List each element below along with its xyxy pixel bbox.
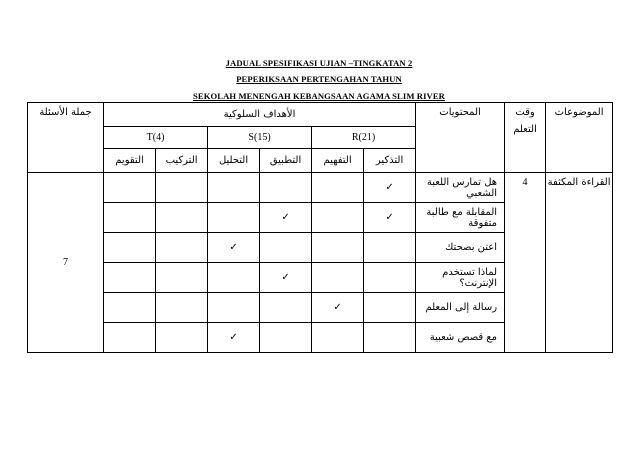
document-title: JADUAL SPESIFIKASI UJIAN –TINGKATAN 2 (225, 58, 413, 68)
level-application: التطبيق (260, 149, 312, 173)
check-mark-icon: ✓ (208, 233, 260, 263)
empty-cell (156, 173, 208, 203)
topic-cell: القراءة المكثفة (546, 173, 613, 353)
exam-name: PEPERIKSAAN PERTENGAHAN TAHUN (236, 74, 402, 84)
content-cell: لماذا تستخدم الإنترنت؟ (416, 263, 505, 293)
content-cell: رسالة إلى المعلم (416, 293, 505, 323)
empty-cell (104, 173, 156, 203)
empty-cell (312, 323, 364, 353)
empty-cell (364, 263, 416, 293)
table-row (28, 173, 613, 203)
empty-cell (260, 173, 312, 203)
group-r-header: R(21) (312, 127, 416, 149)
empty-cell (312, 233, 364, 263)
time-header (505, 103, 546, 173)
total-header: جملة الأسئلة (28, 103, 104, 173)
empty-cell (364, 233, 416, 263)
content-cell: مع قصص شعبية (416, 323, 505, 353)
empty-cell (260, 323, 312, 353)
empty-cell (156, 263, 208, 293)
level-understanding: التفهيم (312, 149, 364, 173)
empty-cell (156, 203, 208, 233)
check-mark-icon: ✓ (260, 263, 312, 293)
content-cell: هل تمارس اللعبة الشعبي (416, 173, 505, 203)
empty-cell (260, 293, 312, 323)
empty-cell (104, 263, 156, 293)
empty-cell (208, 263, 260, 293)
topics-header: الموضوعات (546, 103, 613, 173)
level-analysis: التحليل (208, 149, 260, 173)
empty-cell (208, 203, 260, 233)
check-mark-icon: ✓ (260, 203, 312, 233)
level-remembering: التذكير (364, 149, 416, 173)
school-name: SEKOLAH MENENGAH KEBANGSAAN AGAMA SLIM RIVER (193, 91, 445, 101)
objectives-header: الأهداف السلوكية (104, 103, 416, 127)
empty-cell (260, 233, 312, 263)
empty-cell (104, 233, 156, 263)
check-mark-icon: ✓ (312, 293, 364, 323)
empty-cell (208, 173, 260, 203)
content-header: المحتويات (416, 103, 505, 173)
group-t-header: T(4) (104, 127, 208, 149)
empty-cell (312, 263, 364, 293)
empty-cell (104, 323, 156, 353)
check-mark-icon: ✓ (364, 173, 416, 203)
total-cell: 7 (28, 173, 104, 353)
content-cell: المقابلة مع طالبة متفوقة (416, 203, 505, 233)
empty-cell (156, 293, 208, 323)
check-mark-icon: ✓ (364, 203, 416, 233)
empty-cell (156, 233, 208, 263)
check-mark-icon: ✓ (208, 323, 260, 353)
level-synthesis: التركيب (156, 149, 208, 173)
content-rows (28, 173, 613, 353)
time-header-line1: وقت (515, 107, 535, 118)
level-evaluation: التقويم (104, 149, 156, 173)
empty-cell (104, 203, 156, 233)
empty-cell (104, 293, 156, 323)
time-header-line2: التعلم (513, 124, 537, 135)
time-cell: 4 (505, 173, 546, 353)
group-s-header: S(15) (208, 127, 312, 149)
specification-table (27, 102, 613, 353)
empty-cell (312, 203, 364, 233)
empty-cell (208, 293, 260, 323)
empty-cell (364, 323, 416, 353)
empty-cell (156, 323, 208, 353)
empty-cell (364, 293, 416, 323)
content-cell: اعتن بصحتك (416, 233, 505, 263)
empty-cell (312, 173, 364, 203)
